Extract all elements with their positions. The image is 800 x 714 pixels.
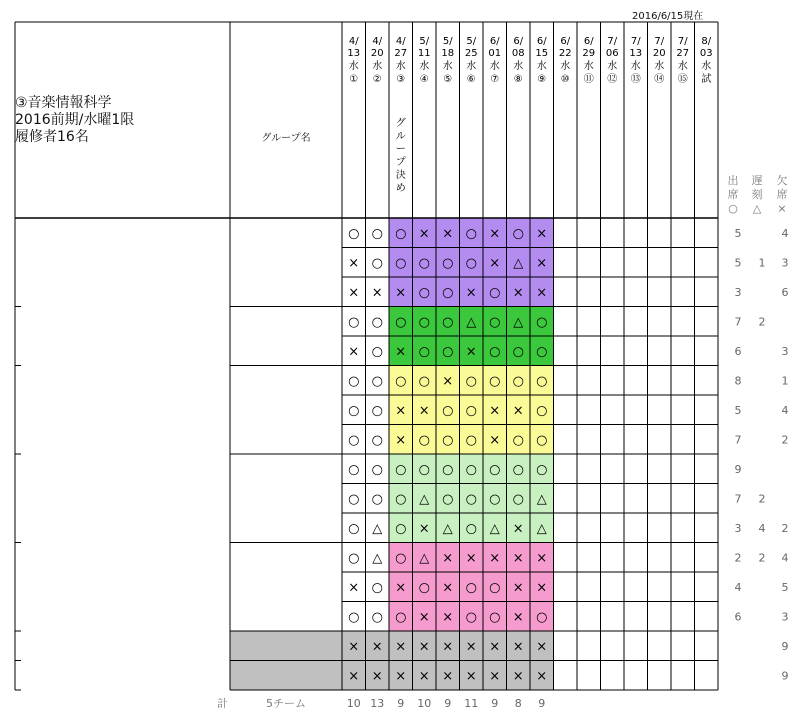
attendance-mark: ○ [442,432,454,448]
attendance-mark: ○ [418,462,430,478]
attendance-mark: △ [419,491,430,507]
summary-header: 出 [727,174,739,187]
attendance-mark: △ [513,314,524,330]
session-weekday: 水 [536,61,547,72]
attendance-mark: ○ [371,462,383,478]
session-month: 5/ [419,36,430,47]
attendance-mark: × [348,580,360,596]
attendance-mark: ○ [442,255,454,271]
attendance-mark: × [536,639,548,655]
session-number: ③ [396,74,406,85]
session-number: ④ [419,74,429,85]
session-month: 6/ [583,36,594,47]
group-decision-note: 決 [395,170,406,181]
footer-total-label: 計 [217,697,228,710]
attendance-mark: ○ [489,462,501,478]
attendance-mark: ○ [395,226,407,242]
attendance-mark: × [465,344,477,360]
session-number: ⑮ [677,74,688,85]
session-day: 20 [370,48,384,59]
attendance-mark: × [418,639,430,655]
attendance-mark: × [465,639,477,655]
summary-header-symbol: △ [752,202,762,215]
attendance-mark: × [418,403,430,419]
attendance-mark: ○ [371,344,383,360]
attendance-mark: ○ [418,314,430,330]
attendance-mark: × [395,403,407,419]
attendance-count: 6 [734,610,742,624]
session-weekday: 水 [701,61,712,72]
session-number: ⑥ [466,74,476,85]
attendance-mark: ○ [348,226,360,242]
attendance-mark: ○ [536,344,548,360]
attendance-mark: × [536,668,548,684]
session-number: ② [372,74,382,85]
attendance-mark: ○ [512,432,524,448]
course-enrolled: 履修者16名 [15,129,89,145]
attendance-mark: × [489,432,501,448]
attendance-mark: × [395,344,407,360]
attendance-mark: ○ [348,373,360,389]
attendance-mark: ○ [395,373,407,389]
attendance-mark: ○ [371,609,383,625]
attendance-mark: △ [466,314,477,330]
attendance-mark: × [512,550,524,566]
attendance-mark: ○ [536,462,548,478]
session-month: 6/ [513,36,524,47]
session-day: 01 [488,48,502,59]
session-month: 6/ [489,36,500,47]
attendance-mark: △ [372,521,383,537]
session-number: ⑩ [560,74,570,85]
attendance-mark: ○ [465,491,477,507]
attendance-mark: × [395,668,407,684]
attendance-mark: × [348,639,360,655]
attendance-mark: ○ [418,373,430,389]
absence-count: 4 [781,403,789,417]
attendance-mark: × [395,639,407,655]
attendance-mark: ○ [371,255,383,271]
session-day: 11 [417,48,431,59]
attendance-count: 3 [734,521,742,535]
session-day: 13 [347,48,361,59]
attendance-mark: ○ [489,580,501,596]
attendance-mark: × [418,521,430,537]
group-decision-note: グ [395,118,406,129]
late-count: 1 [758,256,766,270]
attendance-mark: ○ [536,432,548,448]
gray-row-fill [230,631,554,661]
session-day: 25 [464,48,478,59]
attendance-mark: ○ [489,285,501,301]
session-month: 4/ [395,36,406,47]
attendance-mark: ○ [442,462,454,478]
attendance-mark: ○ [489,344,501,360]
attendance-mark: ○ [465,580,477,596]
attendance-mark: × [395,432,407,448]
attendance-mark: ○ [418,344,430,360]
footer-session-count: 9 [397,697,405,710]
footer-team-count: 5チーム [266,697,306,710]
attendance-mark: ○ [465,609,477,625]
attendance-mark: ○ [395,491,407,507]
session-number: 試 [701,74,712,85]
attendance-mark: ○ [418,432,430,448]
attendance-mark: × [536,226,548,242]
attendance-mark: △ [419,550,430,566]
session-month: 4/ [372,36,383,47]
session-month: 5/ [466,36,477,47]
attendance-mark: ○ [418,255,430,271]
attendance-mark: △ [442,521,453,537]
course-term: 2016前期/水曜1限 [15,112,135,128]
attendance-mark: × [418,668,430,684]
attendance-mark: × [442,609,454,625]
attendance-mark: ○ [465,255,477,271]
session-day: 27 [676,48,690,59]
attendance-mark: × [465,550,477,566]
session-number: ⑨ [537,74,547,85]
absence-count: 3 [781,610,789,624]
footer-session-count: 8 [514,697,522,710]
attendance-mark: × [442,373,454,389]
session-day: 13 [629,48,643,59]
attendance-mark: ○ [536,314,548,330]
summary-header: 欠 [776,174,788,187]
session-weekday: 水 [348,61,359,72]
as-of-date: 2016/6/15現在 [632,11,704,22]
session-weekday: 水 [513,61,524,72]
attendance-mark: ○ [489,491,501,507]
summary-header-symbol: ○ [728,202,738,215]
summary-header: 刻 [751,188,763,201]
attendance-mark: × [512,580,524,596]
attendance-mark: × [371,285,383,301]
attendance-mark: × [536,285,548,301]
attendance-mark: ○ [442,314,454,330]
session-number: ⑭ [654,74,665,85]
attendance-count: 7 [734,433,742,447]
session-month: 8/ [701,36,712,47]
session-day: 15 [535,48,549,59]
gray-row-fill [230,661,554,691]
attendance-mark: ○ [442,491,454,507]
attendance-mark: × [512,609,524,625]
attendance-mark: △ [372,550,383,566]
attendance-mark: × [418,609,430,625]
attendance-mark: ○ [536,403,548,419]
attendance-mark: ○ [418,285,430,301]
attendance-mark: ○ [395,609,407,625]
attendance-mark: ○ [371,314,383,330]
attendance-mark: × [371,639,383,655]
attendance-mark: ○ [442,285,454,301]
footer-session-count: 9 [538,697,546,710]
session-day: 20 [652,48,666,59]
session-day: 06 [605,48,619,59]
attendance-mark: ○ [348,403,360,419]
attendance-mark: × [418,226,430,242]
attendance-mark: × [512,639,524,655]
attendance-mark: × [442,668,454,684]
attendance-mark: × [465,285,477,301]
session-day: 22 [558,48,572,59]
attendance-mark: ○ [348,521,360,537]
attendance-mark: × [442,580,454,596]
attendance-mark: ○ [371,580,383,596]
session-day: 27 [394,48,408,59]
attendance-mark: △ [536,521,547,537]
attendance-mark: ○ [465,432,477,448]
attendance-mark: × [489,550,501,566]
group-name-header: グループ名 [261,133,311,144]
attendance-mark: ○ [371,432,383,448]
course-title: ③音楽情報科学 [15,95,112,111]
late-count: 4 [758,521,766,535]
session-number: ⑫ [607,74,618,85]
attendance-mark: ○ [348,314,360,330]
attendance-mark: ○ [395,255,407,271]
session-month: 7/ [630,36,641,47]
group-decision-note: め [395,183,406,194]
attendance-mark: × [348,285,360,301]
attendance-mark: ○ [348,432,360,448]
attendance-mark: ○ [536,373,548,389]
attendance-count: 3 [734,285,742,299]
attendance-mark: × [536,550,548,566]
attendance-mark: ○ [465,521,477,537]
footer-session-count: 10 [417,697,432,710]
attendance-mark: × [348,344,360,360]
attendance-count: 8 [734,374,742,388]
attendance-mark: × [442,226,454,242]
attendance-mark: ○ [395,550,407,566]
session-month: 7/ [607,36,618,47]
attendance-mark: × [348,668,360,684]
attendance-mark: × [465,668,477,684]
session-weekday: 水 [654,61,665,72]
attendance-mark: ○ [371,373,383,389]
attendance-mark: ○ [348,491,360,507]
attendance-mark: × [489,639,501,655]
summary-header-symbol: × [777,202,787,215]
absence-count: 1 [781,374,789,388]
absence-count: 3 [781,344,789,358]
attendance-count: 5 [734,226,742,240]
session-weekday: 水 [560,61,571,72]
absence-count: 2 [781,433,789,447]
session-day: 08 [511,48,525,59]
attendance-mark: × [348,255,360,271]
attendance-mark: × [395,285,407,301]
attendance-mark: × [371,668,383,684]
absence-count: 4 [781,551,789,565]
attendance-mark: × [536,580,548,596]
session-month: 5/ [442,36,453,47]
absence-count: 9 [781,669,789,683]
attendance-mark: ○ [465,403,477,419]
attendance-mark: ○ [489,373,501,389]
attendance-mark: ○ [371,491,383,507]
attendance-count: 4 [734,580,742,594]
attendance-mark: ○ [512,373,524,389]
session-weekday: 水 [607,61,618,72]
attendance-mark: ○ [489,314,501,330]
session-number: ⑦ [490,74,500,85]
footer-session-count: 13 [370,697,385,710]
session-weekday: 水 [466,61,477,72]
late-count: 2 [758,551,766,565]
session-month: 6/ [560,36,571,47]
late-count: 2 [758,315,766,329]
session-month: 7/ [677,36,688,47]
session-month: 6/ [536,36,547,47]
absence-count: 5 [781,580,789,594]
attendance-mark: ○ [348,609,360,625]
footer-session-count: 9 [491,697,499,710]
attendance-count: 9 [734,462,742,476]
attendance-mark: × [489,668,501,684]
session-weekday: 水 [677,61,688,72]
attendance-mark: ○ [348,462,360,478]
footer-session-count: 10 [346,697,361,710]
attendance-mark: × [489,403,501,419]
attendance-mark: ○ [465,226,477,242]
absence-count: 4 [781,226,789,240]
session-weekday: 水 [583,61,594,72]
group-decision-note: ー [395,144,406,155]
attendance-mark: × [512,521,524,537]
session-weekday: 水 [395,61,406,72]
session-day: 18 [441,48,455,59]
summary-header: 遅 [751,174,763,187]
late-count: 2 [758,492,766,506]
attendance-mark: ○ [465,373,477,389]
attendance-count: 7 [734,315,742,329]
attendance-mark: △ [489,521,500,537]
attendance-count: 7 [734,492,742,506]
session-day: 29 [582,48,596,59]
attendance-mark: ○ [395,462,407,478]
attendance-count: 5 [734,256,742,270]
session-number: ⑤ [443,74,453,85]
session-day: 03 [699,48,713,59]
session-weekday: 水 [630,61,641,72]
attendance-count: 6 [734,344,742,358]
attendance-mark: ○ [418,580,430,596]
attendance-mark: × [512,668,524,684]
session-weekday: 水 [419,61,430,72]
attendance-mark: ○ [536,609,548,625]
absence-count: 9 [781,639,789,653]
absence-count: 2 [781,521,789,535]
attendance-mark: × [442,550,454,566]
attendance-mark: × [536,255,548,271]
attendance-mark: ○ [442,344,454,360]
session-month: 4/ [348,36,359,47]
attendance-mark: ○ [395,314,407,330]
session-number: ① [349,74,359,85]
course-info [15,95,134,146]
session-weekday: 水 [372,61,383,72]
session-number: ⑪ [583,74,594,85]
attendance-mark: ○ [348,550,360,566]
footer-session-count: 9 [444,697,452,710]
attendance-mark: × [395,580,407,596]
session-number: ⑬ [630,74,641,85]
attendance-mark: × [442,639,454,655]
absence-count: 3 [781,256,789,270]
attendance-mark: × [512,285,524,301]
attendance-mark: × [489,226,501,242]
summary-header: 席 [727,188,739,201]
group-decision-note: ル [395,131,406,142]
attendance-mark: ○ [512,462,524,478]
group-decision-note: プ [395,157,406,168]
session-number: ⑧ [513,74,523,85]
attendance-mark: ○ [395,521,407,537]
attendance-mark: △ [513,255,524,271]
attendance-mark: ○ [512,344,524,360]
attendance-mark: ○ [371,226,383,242]
session-weekday: 水 [489,61,500,72]
attendance-mark: ○ [512,491,524,507]
session-weekday: 水 [442,61,453,72]
attendance-count: 5 [734,403,742,417]
attendance-mark: ○ [465,462,477,478]
attendance-mark: × [489,255,501,271]
absence-count: 6 [781,285,789,299]
attendance-count: 2 [734,551,742,565]
attendance-mark: ○ [442,403,454,419]
attendance-mark: △ [536,491,547,507]
session-month: 7/ [654,36,665,47]
summary-header: 席 [776,188,788,201]
attendance-mark: ○ [371,403,383,419]
attendance-mark: × [512,403,524,419]
attendance-mark: ○ [512,226,524,242]
attendance-mark: ○ [489,609,501,625]
footer-session-count: 11 [464,697,479,710]
